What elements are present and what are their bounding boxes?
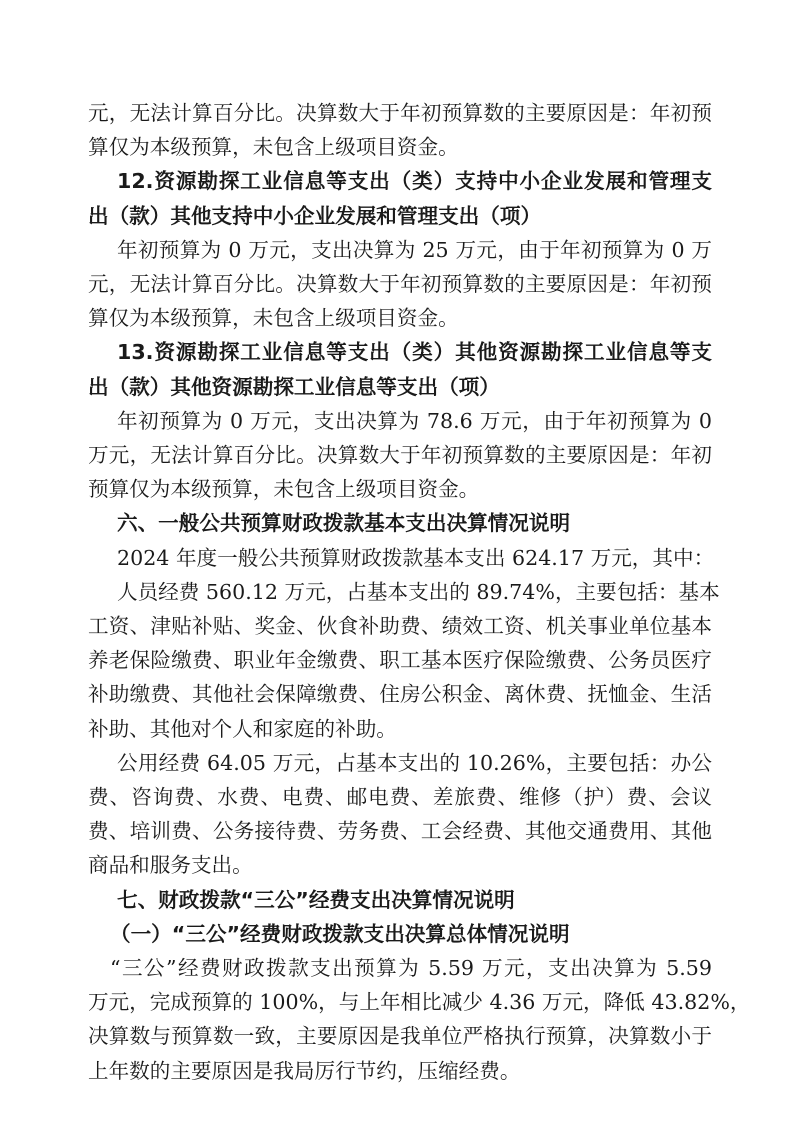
paragraph-line: 上年数的主要原因是我局厉行节约，压缩经费。: [88, 1058, 521, 1083]
section-heading-line: 13.资源勘探工业信息等支出（类）其他资源勘探工业信息等支: [117, 340, 712, 365]
paragraph-line: 万元，完成预算的 100%，与上年相比减少 4.36 万元，降低 43.82%，: [88, 990, 751, 1015]
paragraph-line: 元，无法计算百分比。决算数大于年初预算数的主要原因是：年初预: [88, 101, 712, 125]
paragraph-line: 公用经费 64.05 万元，占基本支出的 10.26%，主要包括：办公: [117, 750, 712, 775]
paragraph-line: 2024 年度一般公共预算财政拨款基本支出 624.17 万元，其中：: [117, 545, 715, 570]
section-heading-line: （一）“三公”经费财政拨款支出决算总体情况说明: [110, 921, 570, 946]
paragraph-line: 养老保险缴费、职业年金缴费、职工基本医疗保险缴费、公务员医疗: [88, 648, 712, 673]
paragraph-line: 元，无法计算百分比。决算数大于年初预算数的主要原因是：年初预: [88, 272, 712, 296]
paragraph-line: 费、培训费、公务接待费、劳务费、工会经费、其他交通费用、其他: [88, 819, 712, 844]
section-heading-line: 12.资源勘探工业信息等支出（类）支持中小企业发展和管理支: [117, 169, 712, 194]
section-heading-line: 六、一般公共预算财政拨款基本支出决算情况说明: [117, 511, 571, 536]
paragraph-line: 补助、其他对个人和家庭的补助。: [88, 716, 397, 741]
section-heading-line: 出（款）其他支持中小企业发展和管理支出（项）: [88, 203, 542, 228]
paragraph-line: 预算仅为本级预算，未包含上级项目资金。: [88, 477, 480, 502]
paragraph-line: 决算数与预算数一致，主要原因是我单位严格执行预算，决算数小于: [88, 1024, 712, 1049]
paragraph-line: “三公”经费财政拨款支出预算为 5.59 万元，支出决算为 5.59: [110, 956, 712, 980]
paragraph-line: 年初预算为 0 万元，支出决算为 25 万元，由于年初预算为 0 万: [117, 237, 712, 262]
paragraph-line: 算仅为本级预算，未包含上级项目资金。: [88, 306, 459, 331]
paragraph-line: 万元，无法计算百分比。决算数大于年初预算数的主要原因是：年初: [88, 443, 712, 467]
section-heading-line: 七、财政拨款“三公”经费支出决算情况说明: [117, 887, 515, 912]
paragraph-line: 费、咨询费、水费、电费、邮电费、差旅费、维修（护）费、会议: [88, 785, 712, 809]
paragraph-line: 人员经费 560.12 万元，占基本支出的 89.74%，主要包括：基本: [117, 579, 720, 604]
paragraph-line: 补助缴费、其他社会保障缴费、住房公积金、离休费、抚恤金、生活: [88, 682, 712, 707]
paragraph-line: 商品和服务支出。: [88, 853, 253, 878]
section-heading-line: 出（款）其他资源勘探工业信息等支出（项）: [88, 374, 500, 399]
paragraph-line: 工资、津贴补贴、奖金、伙食补助费、绩效工资、机关事业单位基本: [88, 614, 712, 638]
paragraph-line: 算仅为本级预算，未包含上级项目资金。: [88, 135, 459, 160]
paragraph-line: 年初预算为 0 万元，支出决算为 78.6 万元，由于年初预算为 0: [117, 408, 712, 433]
